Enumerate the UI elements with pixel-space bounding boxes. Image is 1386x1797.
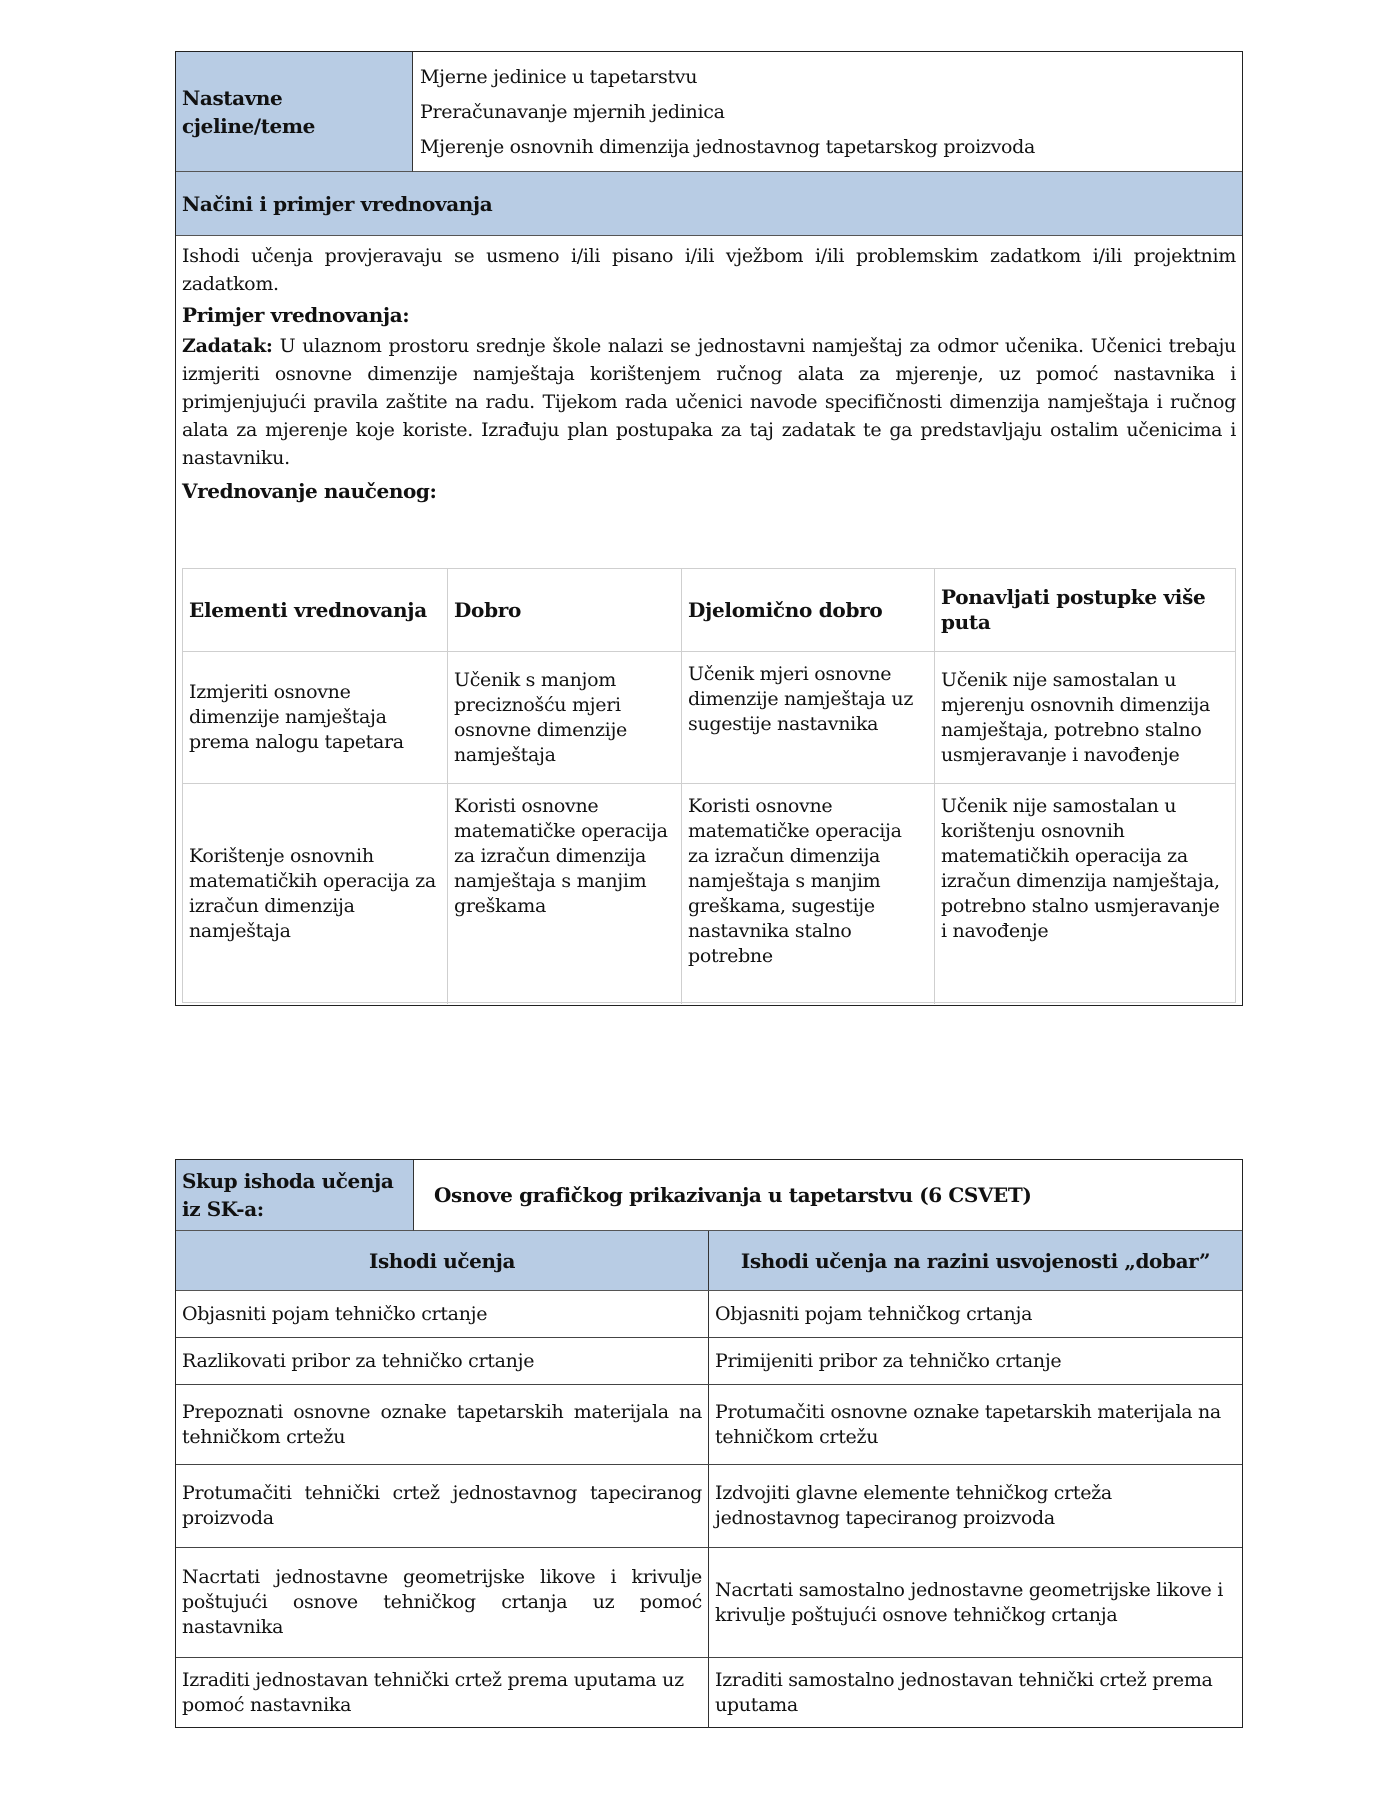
outcome-cell	[176, 1658, 709, 1728]
topics-cell	[413, 52, 1242, 172]
outcome-set-label: Skup ishoda učenja iz SK-a:	[182, 1169, 394, 1221]
task-text: U ulaznom prostoru srednje škole nalazi se jednostavni namještaj za odmor učenika. Učenici trebaju izmjeriti osnovne dimenzije namještaja korištenjem ručnog alata za mjerenje, uz pomoć nastavnika i primjenjujući pravila zaštite na radu. Tijekom rada učenici navode specifičnosti dimenzija namještaja i ručnog alata za mjerenje koje koriste. Izrađuju plan postupaka za taj zadatak te ga predstavljaju ostalim učenicima i nastavniku.	[182, 335, 1236, 469]
outcome-good-text: Izraditi samostalno jednostavan tehnički crtež prema uputama	[715, 1669, 1213, 1716]
outcome-good-text: Protumačiti osnovne oznake tapetarskih materijala na tehničkom crtežu	[715, 1400, 1221, 1448]
outcome-text: Protumačiti tehnički crtež jednostavnog tapeciranog proizvoda	[182, 1482, 702, 1529]
outcome-set-label-cell	[176, 1160, 414, 1231]
evaluation-header: Načini i primjer vrednovanja	[182, 191, 493, 216]
rubric-good: Učenik s manjom preciznošću mjeri osnovne dimenzije namještaja	[454, 668, 627, 766]
outcomes-header: Ishodi učenja	[368, 1248, 516, 1273]
outcome-good-text: Primijeniti pribor za tehničko crtanje	[715, 1349, 1062, 1372]
rubric-element: Izmjeriti osnovne dimenzije namještaja prema nalogu tapetara	[189, 681, 404, 753]
rubric-header-elements: Elementi vrednovanja	[189, 597, 427, 622]
evaluation-body	[176, 236, 1242, 1005]
outcome-good-cell	[709, 1338, 1242, 1384]
rubric-table	[182, 568, 1236, 1003]
outcome-good-text: Nacrtati samostalno jednostavne geometrijske likove i krivulje poštujući osnove tehničkog crtanja	[715, 1578, 1224, 1626]
topic-item: Mjerne jedinice u tapetarstvu	[420, 66, 698, 88]
rubric-cell	[183, 784, 448, 1004]
outcome-cell	[176, 1548, 709, 1657]
outcome-good-text: Izdvojiti glavne elemente tehničkog crteža jednostavnog tapeciranog proizvoda	[715, 1482, 1112, 1529]
rubric-header-repeat: Ponavljati postupke više puta	[941, 585, 1206, 634]
rubric-header-cell	[682, 569, 935, 652]
task-label: Zadatak:	[182, 335, 273, 357]
rubric-header-cell	[448, 569, 682, 652]
rubric-heading: Vrednovanje naučenog:	[182, 479, 437, 503]
outcome-cell	[176, 1338, 709, 1384]
rubric-cell	[183, 652, 448, 784]
outcome-good-text: Objasniti pojam tehničkog crtanja	[715, 1302, 1033, 1325]
rubric-good: Koristi osnovne matematičke operacija za izračun dimenzija namještaja s manjim greškama	[454, 795, 668, 917]
outcomes-good-header-cell	[709, 1231, 1242, 1290]
outcome-cell	[176, 1385, 709, 1464]
table-row	[176, 1291, 1242, 1338]
rubric-cell	[682, 652, 935, 784]
rubric-repeat: Učenik nije samostalan u mjerenju osnovnih dimenzija namještaja, potrebno stalno usmjeravanje i navođenje	[941, 668, 1211, 766]
table-row	[176, 1548, 1242, 1658]
topic-item: Mjerenje osnovnih dimenzija jednostavnog tapetarskog proizvoda	[420, 136, 1036, 158]
learning-outcomes-table	[175, 1159, 1243, 1728]
rubric-cell	[935, 784, 1235, 1004]
outcome-text: Nacrtati jednostavne geometrijske likove i krivulje poštujući osnove tehničkog crtanja uz pomoć nastavnika	[182, 1566, 702, 1638]
outcome-good-cell	[709, 1548, 1242, 1657]
rubric-partial: Koristi osnovne matematičke operacija za izračun dimenzija namještaja s manjim greškama, sugestije nastavnika stalno potrebne	[688, 795, 902, 967]
outcome-good-cell	[709, 1658, 1242, 1728]
rubric-header-cell	[935, 569, 1235, 652]
outcome-cell	[176, 1291, 709, 1337]
evaluation-intro: Ishodi učenja provjeravaju se usmeno i/ili pisano i/ili vježbom i/ili problemskim zadatkom i/ili projektnim zadatkom.	[182, 245, 1236, 295]
rubric-repeat: Učenik nije samostalan u korištenju osnovnih matematičkih operacija za izračun dimenzija namještaja, potrebno stalno usmjeravanje i navođenje	[941, 795, 1220, 942]
topic-item: Preračunavanje mjernih jedinica	[420, 101, 725, 123]
outcomes-header-cell	[176, 1231, 709, 1290]
table-row	[176, 1338, 1242, 1385]
outcome-good-cell	[709, 1465, 1242, 1547]
table-row	[176, 1385, 1242, 1465]
outcome-text: Izraditi jednostavan tehnički crtež prema uputama uz pomoć nastavnika	[182, 1669, 684, 1716]
rubric-header-cell	[183, 569, 448, 652]
outcomes-good-header: Ishodi učenja na razini usvojenosti „dobar”	[740, 1248, 1211, 1273]
outcome-good-cell	[709, 1385, 1242, 1464]
rubric-cell	[935, 652, 1235, 784]
rubric-header-good: Dobro	[454, 597, 522, 622]
outcome-text: Razlikovati pribor za tehničko crtanje	[182, 1349, 535, 1372]
outcome-set-title-cell	[414, 1160, 1242, 1231]
example-heading: Primjer vrednovanja:	[182, 303, 410, 327]
outcomes-header-row	[176, 1231, 1242, 1291]
table-row	[176, 1658, 1242, 1728]
curriculum-table	[175, 51, 1243, 1006]
outcome-good-cell	[709, 1291, 1242, 1337]
outcome-text: Prepoznati osnovne oznake tapetarskih materijala na tehničkom crtežu	[182, 1400, 702, 1448]
outcome-set-title: Osnove grafičkog prikazivanja u tapetarstvu (6 CSVET)	[434, 1183, 1032, 1207]
outcome-cell	[176, 1465, 709, 1547]
rubric-element: Korištenje osnovnih matematičkih operacija za izračun dimenzija namještaja	[189, 845, 436, 942]
outcome-text: Objasniti pojam tehničko crtanje	[182, 1302, 488, 1325]
topics-label: Nastavne cjeline/teme	[182, 85, 315, 138]
outcomes-body	[176, 1291, 1242, 1727]
topics-label-cell	[176, 52, 413, 172]
rubric-header-partial: Djelomično dobro	[688, 597, 883, 622]
rubric-cell	[448, 784, 682, 1004]
rubric-cell	[448, 652, 682, 784]
evaluation-header-cell	[176, 172, 1242, 236]
table-row	[176, 1465, 1242, 1548]
task-paragraph	[182, 332, 1236, 472]
rubric-cell	[682, 784, 935, 1004]
rubric-partial: Učenik mjeri osnovne dimenzije namještaja uz sugestije nastavnika	[688, 663, 914, 735]
